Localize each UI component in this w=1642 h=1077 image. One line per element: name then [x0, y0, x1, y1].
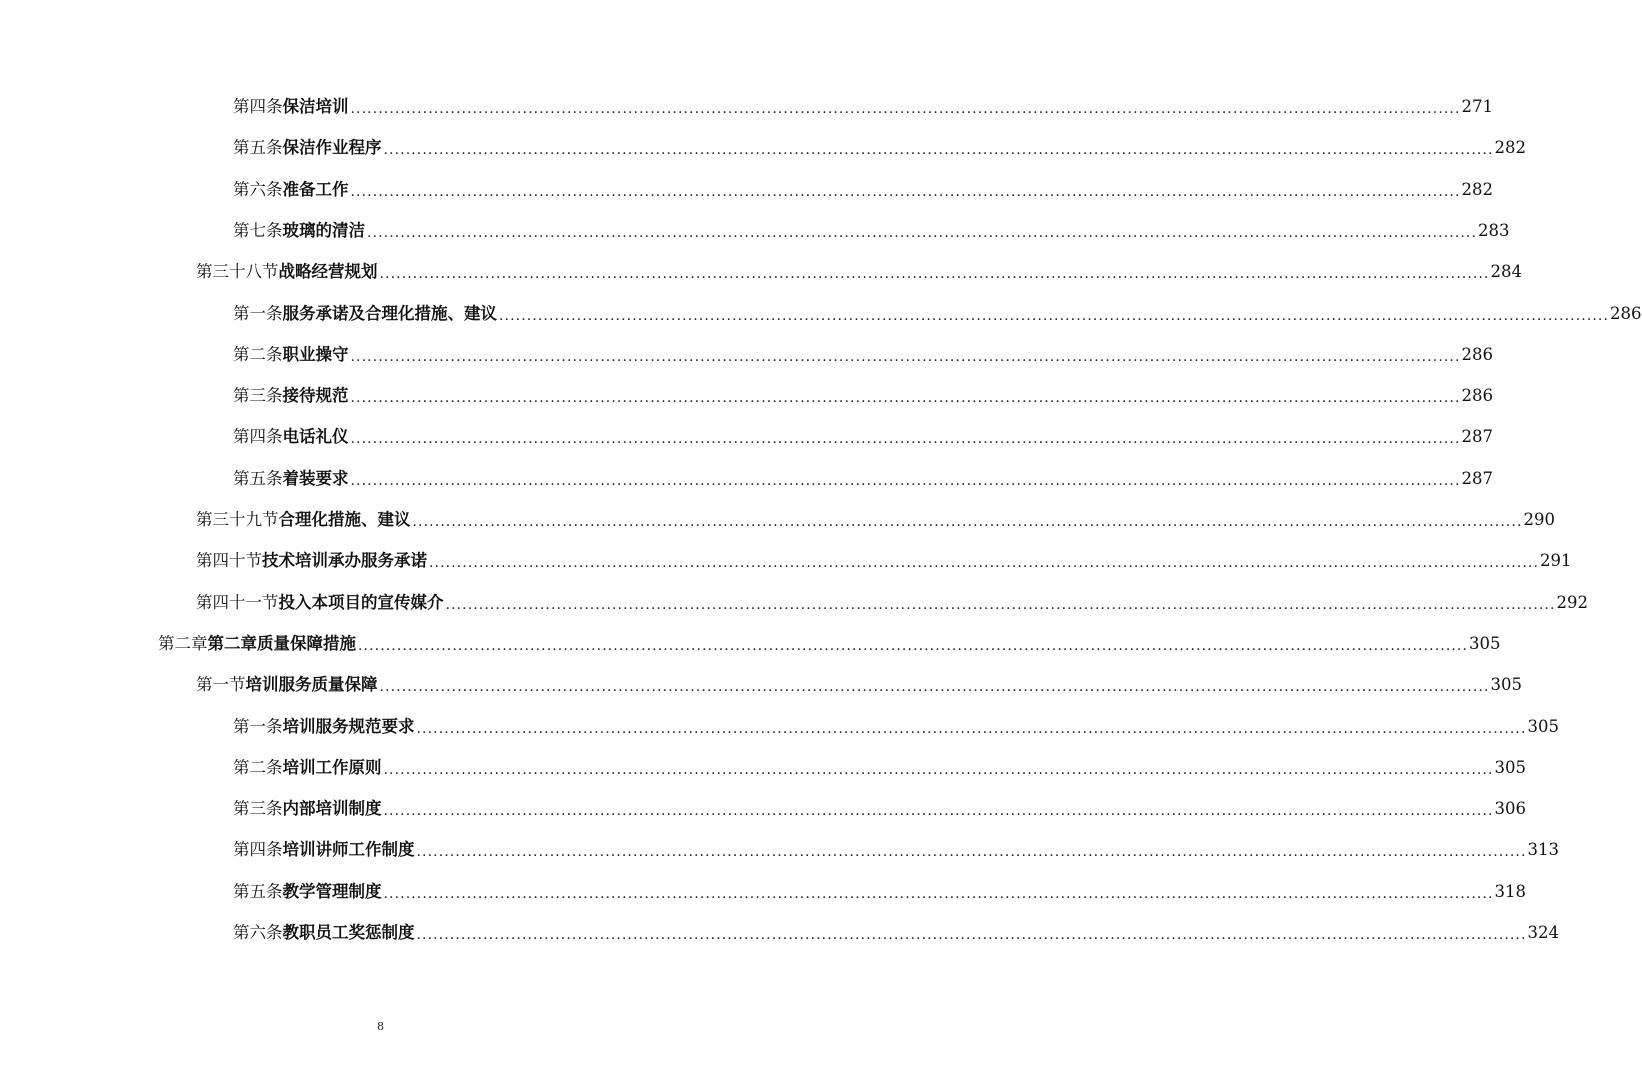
toc-entry-title: 着装要求	[282, 468, 349, 488]
toc-dot-leader: ........................................................................................................................................................................................................	[416, 720, 1527, 737]
toc-dot-leader: ........................................................................................................................................................................................................	[383, 761, 1494, 778]
toc-entry-title: 培训工作原则	[282, 757, 382, 777]
toc-entry-title: 技术培训承办服务承诺	[262, 551, 427, 571]
toc-entry-page: 283	[1478, 220, 1510, 240]
toc-entry-number: 第五条	[233, 881, 283, 901]
toc-entry-title: 第二章质量保障措施	[207, 633, 356, 653]
toc-entry-number: 第四条	[233, 840, 283, 860]
toc-entry-page: 282	[1494, 138, 1527, 158]
toc-entry-title: 合理化措施、建议	[278, 510, 411, 529]
toc-entry-page: 290	[1523, 510, 1556, 529]
toc-entry-page: 305	[1527, 716, 1560, 736]
toc-entry-title: 接待规范	[282, 386, 349, 406]
toc-entry-number: 第五条	[233, 138, 283, 158]
toc-dot-leader: ........................................................................................................................................................................................................	[350, 101, 1461, 117]
toc-entry-page: 318	[1494, 881, 1527, 901]
toc-entry[interactable]	[233, 708, 1560, 738]
toc-entry-number: 第三条	[233, 386, 283, 406]
toc-entry[interactable]	[196, 584, 1589, 614]
toc-entry-title: 教学管理制度	[282, 881, 382, 901]
toc-entry-number: 第四条	[233, 97, 283, 116]
toc-entry-page: 292	[1556, 592, 1589, 612]
toc-entry-number: 第五条	[233, 468, 283, 488]
toc-entry-page: 286	[1461, 344, 1494, 364]
toc-entry-page: 287	[1461, 468, 1494, 488]
toc-entry-page: 305	[1469, 633, 1501, 653]
toc-entry-page: 286	[1461, 386, 1494, 406]
toc-entry-number: 第三十八节	[196, 262, 279, 282]
toc-entry-title: 准备工作	[282, 179, 349, 199]
toc-dot-leader: ........................................................................................................................................................................................................	[445, 596, 1556, 613]
toc-entry[interactable]	[233, 873, 1527, 903]
toc-dot-leader: ........................................................................................................................................................................................................	[429, 555, 1540, 572]
toc-entry[interactable]	[196, 253, 1523, 283]
toc-entry-number: 第二条	[233, 344, 283, 364]
toc-entry-number: 第四十一节	[196, 592, 279, 612]
toc-entry-page: 313	[1527, 840, 1560, 860]
toc-entry-title: 服务承诺及合理化措施、建议	[282, 303, 497, 323]
toc-entry[interactable]	[233, 129, 1527, 159]
toc-entry[interactable]	[233, 212, 1510, 242]
toc-entry-number: 第二条	[233, 757, 283, 777]
toc-entry-title: 培训服务规范要求	[282, 716, 415, 736]
toc-entry-title: 投入本项目的宣传媒介	[278, 592, 444, 612]
toc-dot-leader: ........................................................................................................................................................................................................	[379, 266, 1490, 283]
toc-entry-title: 职业操守	[282, 344, 349, 364]
toc-entry-page: 271	[1461, 97, 1494, 116]
toc-dot-leader: ........................................................................................................................................................................................................	[350, 390, 1461, 407]
toc-dot-leader: ........................................................................................................................................................................................................	[379, 679, 1490, 696]
toc-entry-page: 305	[1494, 757, 1527, 777]
toc-dot-leader: ........................................................................................................................................................................................................	[412, 514, 1523, 530]
toc-entry-number: 第六条	[233, 923, 283, 942]
toc-entry-page: 282	[1461, 179, 1494, 199]
toc-entry-title: 玻璃的清洁	[282, 220, 365, 240]
toc-entry-number: 第七条	[233, 220, 283, 240]
toc-dot-leader: ........................................................................................................................................................................................................	[350, 348, 1461, 365]
toc-entry-number: 第四条	[233, 427, 283, 447]
toc-dot-leader: ........................................................................................................................................................................................................	[416, 927, 1527, 943]
toc-entry-page: 305	[1490, 675, 1523, 695]
toc-entry[interactable]	[233, 460, 1494, 490]
toc-entry-title: 保洁作业程序	[282, 138, 382, 158]
toc-entry-number: 第三条	[233, 799, 283, 819]
toc-dot-leader: ........................................................................................................................................................................................................	[367, 224, 1478, 241]
toc-dot-leader: ........................................................................................................................................................................................................	[383, 142, 1494, 159]
toc-dot-leader: ........................................................................................................................................................................................................	[350, 472, 1461, 489]
toc-entry[interactable]	[196, 542, 1572, 572]
toc-entry-title: 培训服务质量保障	[245, 675, 378, 695]
toc-entry-number: 第三十九节	[196, 510, 279, 529]
toc-entry-number: 第一节	[196, 675, 246, 695]
toc-entry[interactable]	[233, 377, 1494, 407]
toc-entry[interactable]	[196, 501, 1556, 531]
toc-entry[interactable]	[196, 666, 1523, 696]
toc-dot-leader: ........................................................................................................................................................................................................	[358, 637, 1469, 654]
toc-dot-leader: ........................................................................................................................................................................................................	[499, 307, 1610, 324]
toc-dot-leader: ........................................................................................................................................................................................................	[383, 803, 1494, 820]
toc-entry-number: 第一条	[233, 303, 283, 323]
toc-entry[interactable]	[233, 418, 1494, 448]
toc-entry-page: 324	[1527, 923, 1560, 942]
toc-entry[interactable]	[233, 914, 1560, 944]
toc-entry-number: 第二章	[158, 633, 208, 653]
toc-entry-title: 保洁培训	[282, 97, 349, 116]
toc-entry[interactable]	[233, 88, 1494, 118]
toc-entry[interactable]	[233, 749, 1527, 779]
toc-dot-leader: ........................................................................................................................................................................................................	[350, 431, 1461, 448]
toc-entry-page: 284	[1490, 262, 1523, 282]
toc-entry-title: 培训讲师工作制度	[282, 840, 415, 860]
page-number: 8	[377, 1020, 384, 1033]
toc-dot-leader: ........................................................................................................................................................................................................	[416, 844, 1527, 861]
toc-entry-title: 战略经营规划	[278, 262, 378, 282]
toc-entry-page: 287	[1461, 427, 1494, 447]
toc-entry[interactable]	[233, 295, 1642, 325]
toc-entry-title: 教职员工奖惩制度	[282, 923, 415, 942]
toc-entry-number: 第四十节	[196, 551, 262, 571]
toc-entry[interactable]	[233, 790, 1527, 820]
toc-entry-page: 306	[1494, 799, 1527, 819]
toc-entry-page: 286	[1610, 303, 1642, 323]
toc-dot-leader: ........................................................................................................................................................................................................	[383, 885, 1494, 902]
toc-dot-leader: ........................................................................................................................................................................................................	[350, 183, 1461, 200]
toc-entry[interactable]	[233, 336, 1494, 366]
toc-entry-title: 电话礼仪	[282, 427, 349, 447]
toc-entry-page: 291	[1540, 551, 1572, 571]
toc-entry-title: 内部培训制度	[282, 799, 382, 819]
toc-entry[interactable]	[158, 625, 1501, 655]
toc-entry[interactable]	[233, 831, 1560, 861]
toc-entry-number: 第一条	[233, 716, 283, 736]
toc-entry[interactable]	[233, 171, 1494, 201]
toc-entry-number: 第六条	[233, 179, 283, 199]
